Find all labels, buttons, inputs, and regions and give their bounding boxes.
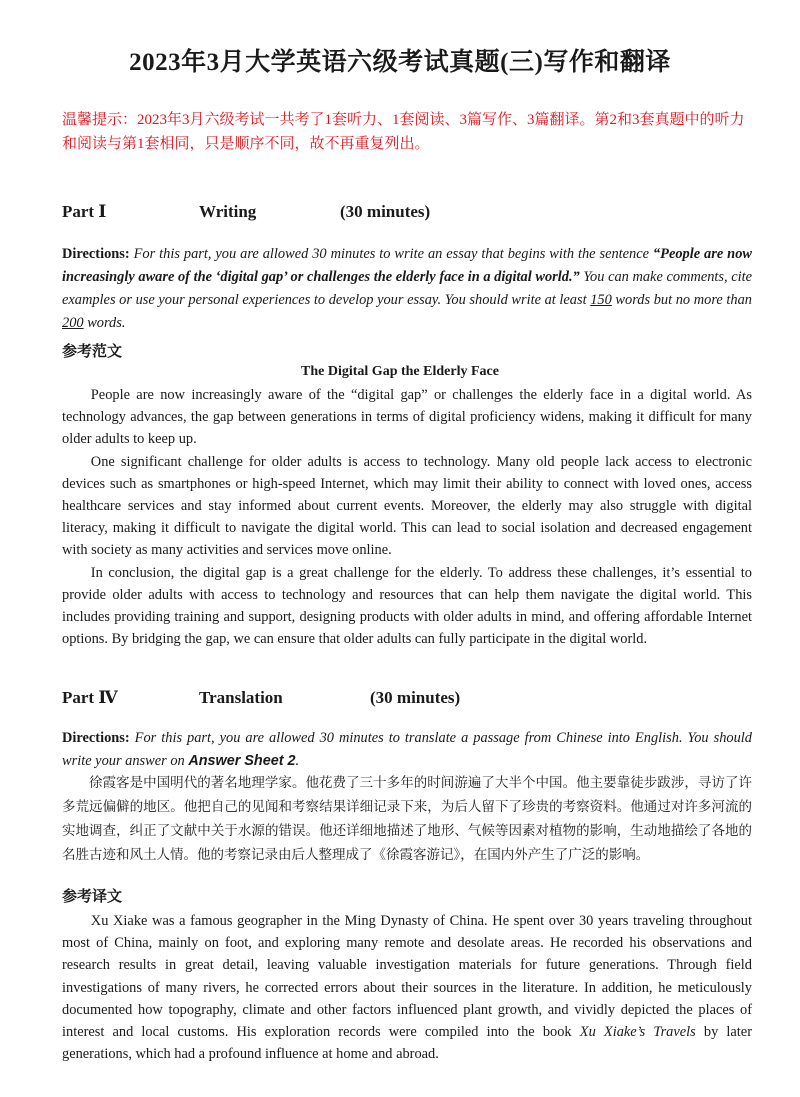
essay-body bbox=[62, 384, 752, 650]
translation-body bbox=[62, 910, 752, 1065]
part-time: (30 minutes) bbox=[370, 688, 461, 707]
translation-paragraph: Xu Xiake was a famous geographer in the Ming Dynasty of China. He spent over 30 years traveling throughout most of China, mainly on foot, and exploring many remote and desolate areas. He recorded his observations and research results in great detail, leaving valuable investigation materials for future generations. Through field investigations of many rivers, he corrected errors about their sources in the literature. In addition, he meticulously documented how topography, climate and other factors influenced plant growth, and vividly depicted the places of interest and local customs. His exploration records were compiled into the book Xu Xiake’s Travels by later generations, which had a profound influence at home and abroad. bbox=[62, 913, 752, 1063]
notice-text: 温馨提示：2023年3月六级考试一共考了1套听力、1套阅读、3篇写作、3篇翻译。第2和3套真题中的听力和阅读与第1套相同，只是顺序不同，故不再重复列出。 bbox=[62, 112, 745, 152]
answer-sheet: Answer Sheet 2 bbox=[188, 753, 296, 769]
essay-title: The Digital Gap the Elderly Face bbox=[301, 364, 499, 379]
essay-paragraph: In conclusion, the digital gap is a great challenge for the elderly. To address these challenges, it’s essential to provide older adults with access to technology and resources that can help them navigate the digital world. This includes providing training and support, designing products with older adults in mind, and offering affordable Internet options. By bridging the gap, we can ensure that older adults can fully participate in the digital world. bbox=[62, 564, 752, 648]
directions-quote: “People are now increasingly aware of the ‘digital gap’ or challenges the elderly face in a digital world.” bbox=[62, 246, 752, 285]
part-translation-header bbox=[62, 688, 752, 712]
max-words: 200 bbox=[62, 315, 84, 331]
directions-label: Directions: bbox=[62, 246, 130, 262]
sample-translation-heading: 参考译文 bbox=[62, 887, 123, 905]
part-name: Writing bbox=[199, 202, 257, 221]
page-title: 2023年3月大学英语六级考试真题(三)写作和翻译 bbox=[129, 49, 671, 76]
part-time: (30 minutes) bbox=[340, 202, 431, 221]
essay-paragraph: People are now increasingly aware of the “digital gap” or challenges the elderly face in a digital world. As technology advances, the gap between generations in terms of digital proficiency widens, making it difficult for many older adults to keep up. bbox=[62, 387, 752, 448]
translation-directions: Directions: For this part, you are allowed 30 minutes to translate a passage from Chinese into English. You should write your answer on Answer Sheet 2. bbox=[62, 730, 752, 769]
part-label: Part Ⅳ bbox=[62, 688, 118, 707]
writing-directions: Directions: For this part, you are allowed 30 minutes to write an essay that begins with the sentence “People are now increasingly aware of the ‘digital gap’ or challenges the elderly face in a digital world.” You can make comments, cite examples or use your personal experiences to develop your essay. You should write at least 150 words but no more than 200 words. bbox=[62, 246, 752, 331]
min-words: 150 bbox=[590, 292, 612, 308]
essay-paragraph: One significant challenge for older adults is access to technology. Many old people lack access to electronic devices such as smartphones or high-speed Internet, which may limit their ability to connect with loved ones, access healthcare services and stay informed about current events. Moreover, the elderly may also struggle with digital literacy, making it difficult to navigate the digital world. This can lead to social isolation and decreased engagement with society as many activities and services move online. bbox=[62, 453, 752, 559]
part-name: Translation bbox=[199, 688, 283, 707]
part-label: Part Ⅰ bbox=[62, 202, 107, 221]
chinese-passage: 徐霞客是中国明代的著名地理学家。他花费了三十多年的时间游遍了大半个中国。他主要靠徒步跋涉，寻访了许多荒远偏僻的地区。他把自己的见闻和考察结果详细记录下来，为后人留下了珍贵的考察资料。他通过对许多河流的实地调查，纠正了文献中关于水源的错误。他还详细地描述了地形、气候等因素对植物的影响，生动地描绘了各地的名胜古迹和风土人情。他的考察记录由后人整理成了《徐霞客游记》，在国内外产生了广泛的影响。 bbox=[62, 775, 752, 863]
directions-label: Directions: bbox=[62, 730, 130, 746]
part-writing-header bbox=[62, 202, 752, 226]
book-title: Xu Xiake’s Travels bbox=[579, 1024, 696, 1041]
sample-essay-heading: 参考范文 bbox=[62, 342, 123, 360]
